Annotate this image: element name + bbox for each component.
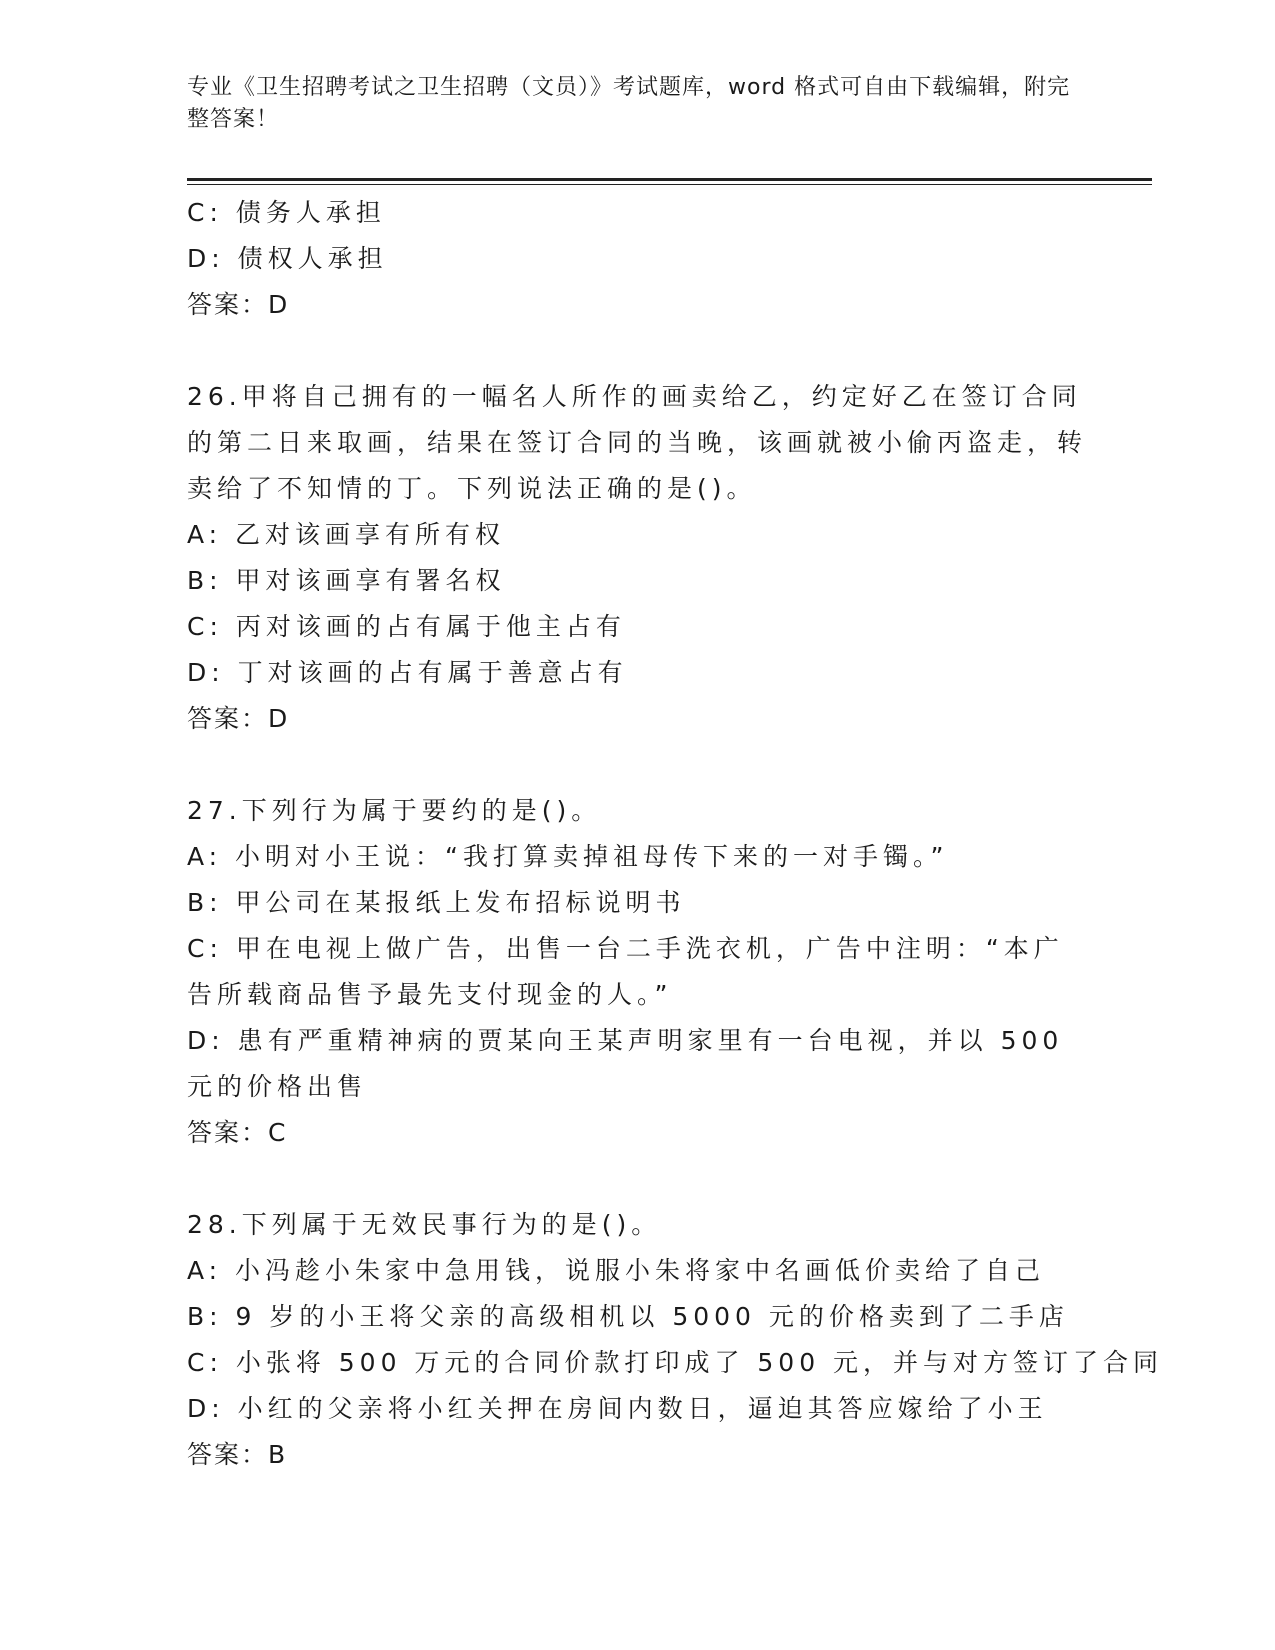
option-d: D: 丁对该画的占有属于善意占有 — [187, 658, 628, 687]
question-stem: 27.下列行为属于要约的是()。 — [187, 796, 602, 825]
option-a: A: 乙对该画享有所有权 — [187, 520, 506, 549]
question-27 — [187, 788, 1087, 1156]
document-body — [187, 190, 1164, 1478]
option-d: D: 患有严重精神病的贾某向王某声明家里有一台电视，并以 500 元的价格出售 — [187, 1026, 1064, 1101]
answer-line: 答案：D — [187, 290, 290, 319]
spacer — [187, 742, 1087, 788]
header-rule-thick — [187, 178, 1152, 181]
option-a: A: 小冯趁小朱家中急用钱，说服小朱将家中名画低价卖给了自己 — [187, 1256, 1046, 1285]
option-c: C: 小张将 500 万元的合同价款打印成了 500 元，并与对方签订了合同 — [187, 1348, 1164, 1377]
option-c: C: 甲在电视上做广告，出售一台二手洗衣机，广告中注明：“本广告所载商品售予最先支付现金的人。” — [187, 934, 1064, 1009]
option-a: A: 小明对小王说：“我打算卖掉祖母传下来的一对手镯。” — [187, 842, 949, 871]
option-b: B: 甲公司在某报纸上发布招标说明书 — [187, 888, 686, 917]
option-d: D: 债权人承担 — [187, 244, 388, 273]
option-b: B: 9 岁的小王将父亲的高级相机以 5000 元的价格卖到了二手店 — [187, 1302, 1069, 1331]
prev-question-tail — [187, 190, 1087, 328]
option-d: D: 小红的父亲将小红关押在房间内数日，逼迫其答应嫁给了小王 — [187, 1394, 1048, 1423]
answer-line: 答案：B — [187, 1440, 288, 1469]
question-26 — [187, 374, 1087, 742]
answer-line: 答案：D — [187, 704, 290, 733]
answer-line: 答案：C — [187, 1118, 288, 1147]
spacer — [187, 328, 1087, 374]
option-c: C: 丙对该画的占有属于他主占有 — [187, 612, 626, 641]
spacer — [187, 1156, 1087, 1202]
document-header: 专业《卫生招聘考试之卫生招聘（文员）》考试题库，word 格式可自由下载编辑，附完整答案！ — [187, 75, 1071, 132]
question-28 — [187, 1202, 1164, 1478]
option-c: C: 债务人承担 — [187, 198, 386, 227]
header-rule-thin — [187, 184, 1152, 185]
question-stem: 26.甲将自己拥有的一幅名人所作的画卖给乙，约定好乙在签订合同的第二日来取画，结果在签订合同的当晚，该画就被小偷丙盗走，转卖给了不知情的丁。下列说法正确的是()。 — [187, 382, 1088, 503]
question-stem: 28.下列属于无效民事行为的是()。 — [187, 1210, 662, 1239]
option-b: B: 甲对该画享有署名权 — [187, 566, 506, 595]
